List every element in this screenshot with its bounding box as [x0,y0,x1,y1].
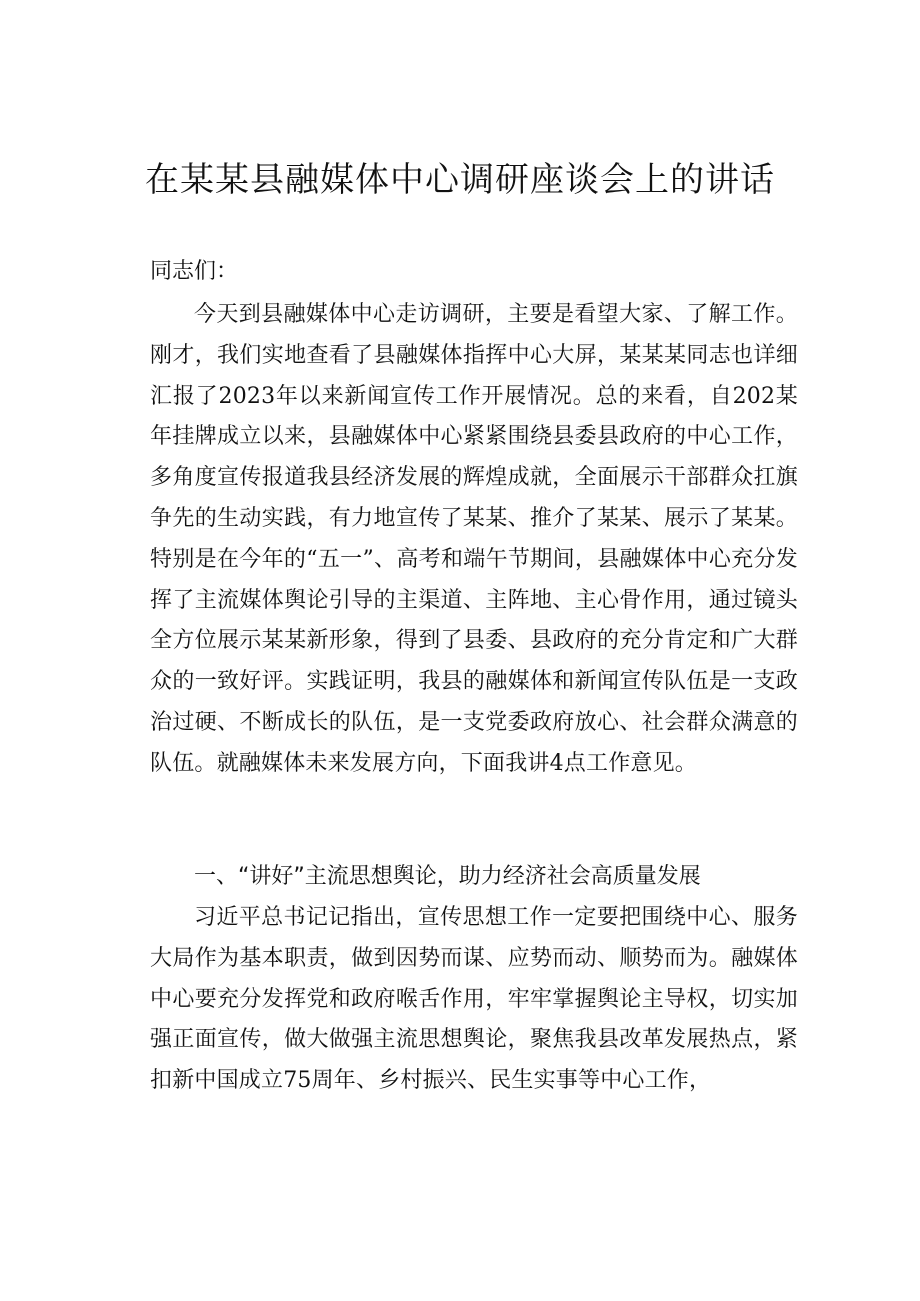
document-title: 在某某县融媒体中心调研座谈会上的讲话 [145,160,775,200]
salutation: 同志们： [150,259,239,284]
body-paragraph: 今天到县融媒体中心走访调研，主要是看望大家、了解工作。刚才，我们实地查看了县融媒体指挥中心大屏，某某某同志也详细汇报了2023年以来新闻宣传工作开展情况。总的来看，自202某年挂牌成立以来，县融媒体中心紧紧围绕县委县政府的中心工作，多角度宣传报道我县经济发展的辉煌成就，全面展示干部群众扛旗争先的生动实践，有力地宣传了某某、推介了某某、展示了某某。特别是在今年的“五一”、高考和端午节期间，县融媒体中心充分发挥了主流媒体舆论引导的主渠道、主阵地、主心骨作用，通过镜头全方位展示某某新形象，得到了县委、县政府的充分肯定和广大群众的一致好评。实践证明，我县的融媒体和新闻宣传队伍是一支政治过硬、不断成长的队伍，是一支党委政府放心、社会群众满意的队伍。就融媒体未来发展方向，下面我讲4点工作意见。 [150,302,798,776]
section-paragraph: 习近平总书记记指出，宣传思想工作一定要把围绕中心、服务大局作为基本职责，做到因势而谋、应势而动、顺势而为。融媒体中心要充分发挥党和政府喉舌作用，牢牢掌握舆论主导权，切实加强正面宣传，做大做强主流思想舆论，聚焦我县改革发展热点，紧扣新中国成立75周年、乡村振兴、民生实事等中心工作， [150,905,798,1094]
section-heading: 一、“讲好”主流思想舆论，助力经济社会高质量发展 [194,864,701,889]
